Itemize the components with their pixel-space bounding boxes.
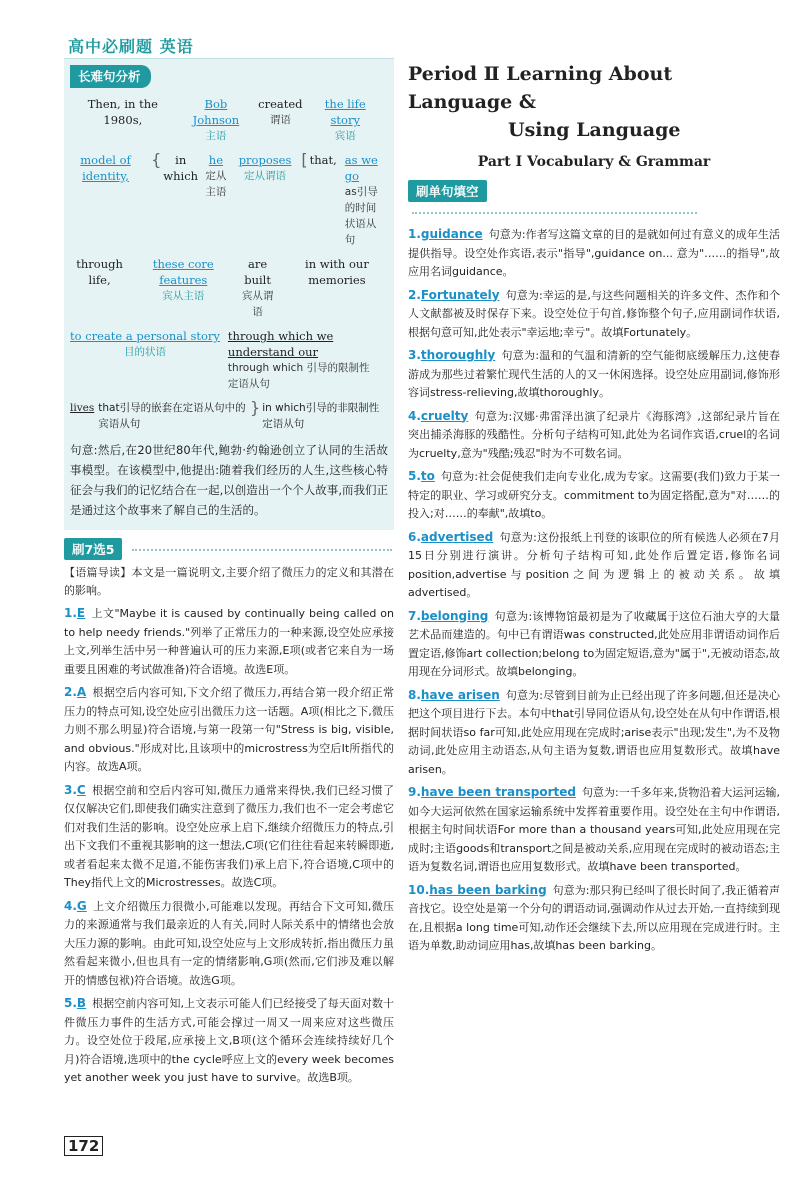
answer-key: thoroughly — [420, 348, 496, 362]
answer-list — [64, 604, 394, 1088]
analysis-row — [70, 152, 388, 248]
left-column — [64, 58, 394, 1088]
item-number: 3. — [64, 782, 77, 797]
item-number: 1. — [408, 227, 421, 241]
period-title: Period Ⅱ Learning About Language & — [408, 63, 673, 113]
grammar-label: in which引导的非限制性定语从句 — [262, 402, 380, 430]
sentence-text: model of identity, — [80, 153, 131, 183]
explanation-text: 句意为:尽管到目前为止已经出现了许多问题,但还是决心把这个项目进行下去。本句中that引导同位语从句,设空处在从句中作谓语,根据时间状语so far可知,此处应用现在完成时;arise表示"出现;发生",为不及物动词,此处应用主动语态,从句主语为复数,谓语也应用复数形式。故填have arisen。 — [408, 688, 781, 776]
page-number: 172 — [64, 1136, 103, 1156]
grammar-label: that引导的嵌套在定语从句中的宾语从句 — [98, 402, 246, 430]
item-number: 9. — [408, 785, 421, 799]
item-number: 5. — [64, 996, 77, 1010]
translation-text: 句意:然后,在20世纪80年代,鲍勃·约翰逊创立了认同的生活故事模型。在该模型中,他提出:随着我们经历的人生,这些核心特征会与我们的记忆结合在一起,以创造出一个个人故事,而我们正是通过这个故事来了解自己的生活的。 — [70, 443, 388, 517]
brace-mark: } — [250, 398, 261, 417]
item-number: 7. — [408, 608, 421, 623]
item-number: 10. — [408, 882, 430, 897]
clause-text: through which we understand our — [227, 329, 334, 359]
answer-item — [64, 897, 394, 991]
object-text: the life story — [324, 97, 366, 127]
answer-key: Fortunately — [420, 287, 500, 302]
grammar-label: 谓语 — [269, 114, 291, 126]
sentence-text: through life, — [76, 257, 123, 287]
verb-text: created — [258, 97, 303, 111]
clause-text: as we go — [344, 153, 378, 183]
section-tag: 刷7选5 — [64, 538, 122, 560]
item-number: 8. — [408, 687, 421, 702]
part-title: Part Ⅰ Vocabulary & Grammar — [477, 154, 711, 170]
sentence-text: in which — [163, 153, 199, 183]
answer-item — [408, 783, 780, 877]
grammar-label: as引导的时间状语从句 — [344, 186, 378, 246]
explanation-text: 句意为:幸运的是,与这些问题相关的许多文件、杰作和个人文献都被及时保存下来。设空处位于句首,修饰整个句子,应用副词作状语,根据句意可知,此处表示"幸运地;幸亏"。故填Fortunately。 — [408, 288, 780, 339]
reading-guide: 【语篇导读】本文是一篇说明文,主要介绍了微压力的定义和其潜在的影响。 — [64, 566, 394, 597]
answer-key: guidance — [420, 227, 483, 241]
answer-key: C — [76, 782, 86, 797]
grammar-label: 定从主语 — [205, 170, 227, 198]
explanation-text: 上文介绍微压力很微小,可能难以发现。再结合下文可知,微压力的来源通常与我们最亲近的人有关,同时人际关系中的情绪也会放大压力源的影响。由此可知,设空处应与上文形成转折,指出微压力虽然看起来微小,但也具有一定的情绪影响,G项(然而,它们涉及难以解开的情感包袱)符合语境。故选G项。 — [64, 899, 394, 987]
answer-item — [408, 286, 780, 343]
explanation-text: 句意为:该博物馆最初是为了收藏属于这位石油大亨的大量艺术品而建造的。句中已有谓语was constructed,此处应用非谓语动词作后置定语,修饰art collection;belong to为固定短语,意为"属于",无被动语态,故用现在分词形式。故填belonging。 — [408, 609, 780, 678]
item-number: 4. — [64, 898, 77, 913]
explanation-text: 句意为:汉娜·弗雷泽出演了纪录片《海豚湾》,这部纪录片旨在突出捕杀海豚的残酷性。分析句子结构可知,此处为名词作宾语,cruel的名词为cruelty,意为"残酷;残忍"时为不可数名词。 — [408, 409, 780, 460]
answer-item — [64, 683, 394, 777]
answer-key: have arisen — [420, 687, 500, 702]
item-number: 1. — [64, 606, 77, 620]
explanation-text: 句意为:这份报纸上刊登的该职位的所有候选人必须在7月15日分别进行演讲。分析句子结构可知,此处作后置定语,修饰名词position,advertise与position之间为逻辑上的被动关系。故填advertised。 — [408, 530, 780, 599]
sentence-text: lives — [70, 402, 95, 414]
answer-list — [408, 225, 780, 956]
item-number: 4. — [408, 408, 421, 423]
purpose-text: to create a personal story — [70, 329, 220, 343]
answer-key: has been barking — [429, 882, 547, 897]
analysis-tag: 长难句分析 — [70, 65, 151, 88]
explanation-text: 上文"Maybe it is caused by continually being called on to help needy friends."列举了正常压力的一种来源,设空处应承接上文,列举生活中另一种普遍认可的压力来源,E项(或者它来自为一场重要且困难的考试做准备)符合语境。故选E项。 — [64, 607, 394, 676]
sentence-text: that, — [309, 153, 337, 167]
grammar-label: through which 引导的限制性定语从句 — [227, 362, 370, 390]
explanation-text: 根据空前内容可知,上文表示可能人们已经接受了每天面对数十件微压力事件的生活方式,可能会撑过一周又一周来应对这些微压力。设空处位于段尾,应承接上文,B项(这个循环会连续持续好几个月)符合语境,选项中的the cycle呼应上文的every week becomes yet another week you just have to survive。故选B项。 — [64, 997, 394, 1084]
item-number: 3. — [408, 348, 421, 362]
answer-item — [408, 225, 780, 282]
section-tag: 刷单句填空 — [408, 180, 487, 202]
explanation-text: 根据空后内容可知,下文介绍了微压力,再结合第一段介绍正常压力的特点可知,设空处应引出微压力这一话题。A项(相比之下,微压力则不那么明显)符合语境,与第一段第一句"Stress is big, visible, and obvious."形成对比,且该项中的microstress为空后It所指代的内容。故选A项。 — [64, 686, 394, 773]
answer-key: cruelty — [420, 408, 469, 423]
brace-mark: [ — [301, 150, 308, 169]
grammar-label: 定从谓语 — [244, 170, 287, 182]
answer-key: G — [76, 898, 87, 913]
analysis-row — [70, 96, 388, 144]
sentence-text: Then, in the 1980s, — [87, 97, 158, 127]
brace-mark: { — [151, 150, 162, 169]
answer-key: A — [76, 685, 87, 699]
answer-key: advertised — [420, 529, 494, 544]
explanation-text: 句意为:作者写这篇文章的目的是就如何过有意义的成年生活提供指导。设空处作宾语,表示"指导",guidance on... 意为"……的指导",故应用名词guidance。 — [408, 228, 780, 278]
grammar-label: 目的状语 — [123, 346, 166, 358]
subject-text: Bob Johnson — [192, 97, 240, 127]
long-sentence-analysis — [64, 58, 394, 530]
answer-key: E — [76, 606, 86, 620]
answer-item — [408, 686, 780, 780]
grammar-label: 宾从主语 — [162, 290, 205, 302]
explanation-text: 句意为:温和的气温和清新的空气能彻底缓解压力,这使春游成为那些过着繁忙现代生活的人的又一休闲选择。设空处应用副词,修饰形容词stress-relieving,故填thoroughly。 — [408, 349, 780, 399]
answer-key: have been transported — [420, 785, 576, 799]
seven-choose-five-header — [64, 538, 394, 560]
clause-verb-text: proposes — [238, 153, 292, 167]
right-column — [408, 60, 780, 956]
dotted-divider — [412, 212, 697, 214]
analysis-row — [70, 256, 388, 320]
explanation-text: 句意为:那只狗已经叫了很长时间了,我正循着声音找它。设空处是第一个分句的谓语动词,强调动作从过去开始,一直持续到现在,且根据a long time可知,动作还会继续下去,所以应用现在完成进行时。主语为单数,助动词应用has,故填has been barking。 — [408, 883, 781, 952]
clause-verb-text: are built — [244, 257, 271, 287]
answer-item — [64, 781, 394, 893]
answer-key: B — [76, 996, 87, 1010]
explanation-text: 根据空前和空后内容可知,微压力通常来得快,我们已经习惯了仅仅解决它们,即使我们确实注意到了微压力,我们也不一定会考虑它们对我们生活的影响。设空处应承上启下,继续介绍微压力的特点,引出下文我们不重视其影响的这一想法,C项(它们往往看起来转瞬即逝,或者看起来太微不足道,不能伤害我们)承上启下,符合语境,C项中的They指代上文的Microstresses。故选C项。 — [64, 783, 394, 889]
item-number: 6. — [408, 529, 421, 544]
item-number: 5. — [408, 469, 421, 483]
answer-item — [408, 881, 780, 956]
answer-item — [408, 528, 780, 603]
answer-item — [64, 604, 394, 679]
grammar-label: 宾从谓语 — [241, 290, 274, 318]
explanation-text: 句意为:一千多年来,货物沿着大运河运输,如今大运河依然在国家运输系统中发挥着重要作用。设空处在主句中作谓语,根据主句时间状语For more than a thousand years可知,此处应用现在完成时;主语goods和transport之间是被动关系,应用现在完成时的被动语态;主语为复数名词,谓语也应用复数形式。故填have been transported。 — [408, 786, 780, 873]
answer-item — [408, 346, 780, 403]
clause-subject-text: he — [208, 153, 224, 167]
answer-item — [408, 467, 780, 524]
item-number: 2. — [64, 685, 77, 699]
analysis-row — [70, 400, 388, 432]
answer-key: to — [420, 469, 435, 483]
answer-item — [408, 607, 780, 682]
answer-item — [408, 407, 780, 464]
clause-subject-text: these core features — [152, 257, 214, 287]
analysis-row — [70, 328, 388, 392]
grammar-label: 宾语 — [334, 130, 356, 142]
explanation-text: 句意为:社会促使我们走向专业化,成为专家。这需要(我们)致力于某一特定的职业、学习或研究分支。commitment to为固定搭配,意为"对……的投入;对……的奉献",故填to。 — [408, 470, 780, 520]
sentence-text: in with our memories — [305, 257, 369, 287]
dotted-divider — [132, 549, 392, 551]
page-header: 高中必刷题 英语 — [68, 37, 194, 56]
answer-item — [64, 994, 394, 1088]
period-title-line2: Using Language — [508, 119, 681, 141]
item-number: 2. — [408, 287, 421, 302]
answer-key: belonging — [420, 608, 489, 623]
fill-blank-header — [408, 180, 780, 221]
grammar-label: 主语 — [205, 130, 227, 142]
